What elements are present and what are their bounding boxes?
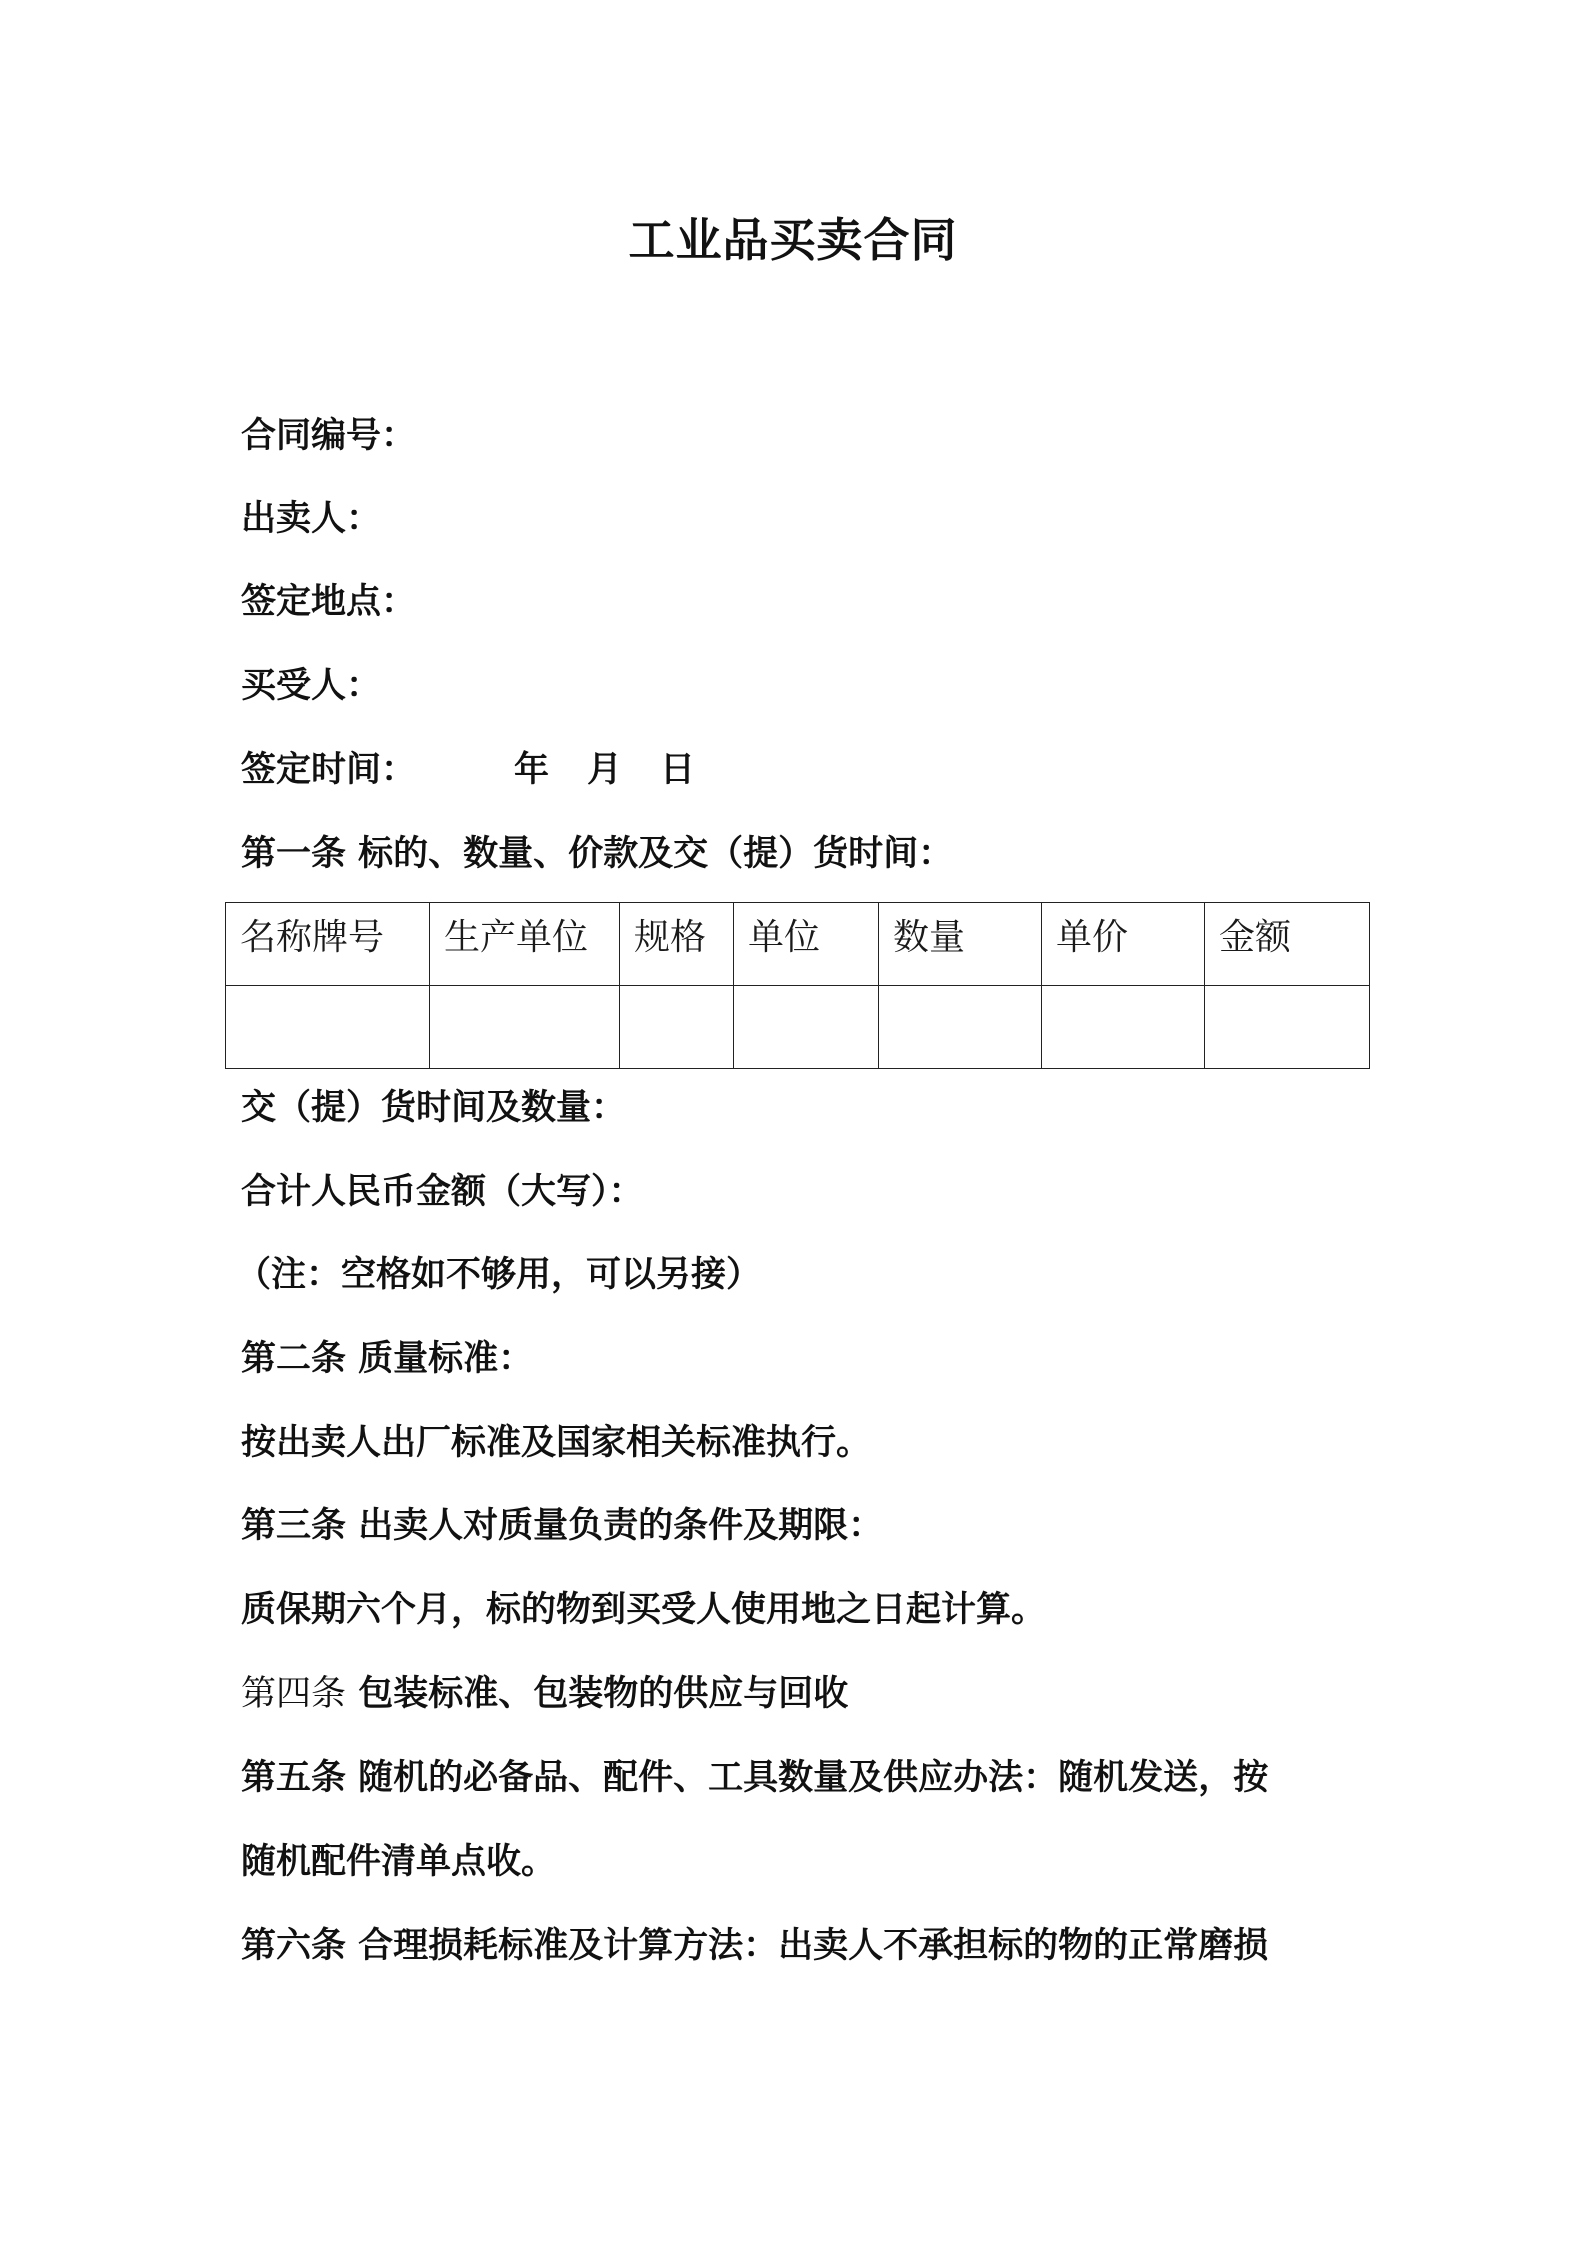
header-name-brand: 名称牌号 xyxy=(226,903,430,986)
contract-number-label: 合同编号： xyxy=(241,416,417,456)
article-6-line-1: 第六条 合理损耗标准及计算方法：出卖人不承担标的物的正常磨损 xyxy=(241,1926,1269,1966)
header-quantity: 数量 xyxy=(879,903,1042,986)
cell-name-brand xyxy=(226,986,430,1069)
article-2-heading: 第二条 质量标准： xyxy=(241,1339,534,1379)
document-title: 工业品买卖合同 xyxy=(628,213,958,267)
article-3-body: 质保期六个月，标的物到买受人使用地之日起计算。 xyxy=(241,1590,1047,1630)
cell-unit xyxy=(734,986,879,1069)
cell-quantity xyxy=(879,986,1042,1069)
header-unit: 单位 xyxy=(734,903,879,986)
year-label: 年 xyxy=(514,750,550,790)
table-header-row xyxy=(226,903,1370,986)
header-unit-price: 单价 xyxy=(1042,903,1205,986)
sign-place-label: 签定地点： xyxy=(241,582,417,622)
table-note: （注：空格如不够用，可以另接） xyxy=(236,1255,762,1295)
delivery-time-quantity: 交（提）货时间及数量： xyxy=(241,1088,627,1128)
article-4-text: 包装标准、包装物的供应与回收 xyxy=(346,1674,849,1714)
header-amount: 金额 xyxy=(1205,903,1370,986)
cell-manufacturer xyxy=(430,986,620,1069)
article-2-body: 按出卖人出厂标准及国家相关标准执行。 xyxy=(241,1423,872,1463)
month-label: 月 xyxy=(587,750,623,790)
total-amount-rmb: 合计人民币金额（大写）： xyxy=(241,1172,644,1212)
article-1-heading: 第一条 标的、数量、价款及交（提）货时间： xyxy=(241,834,954,874)
cell-spec xyxy=(620,986,734,1069)
article-5-line-2: 随机配件清单点收。 xyxy=(241,1842,557,1882)
sign-time-label: 签定时间： xyxy=(241,750,417,790)
article-3-heading: 第三条 出卖人对质量负责的条件及期限： xyxy=(241,1506,884,1546)
header-spec: 规格 xyxy=(620,903,734,986)
table-row xyxy=(226,986,1370,1069)
day-label: 日 xyxy=(660,750,696,790)
article-4-heading xyxy=(241,1672,848,1716)
seller-label: 出卖人： xyxy=(241,499,382,539)
cell-amount xyxy=(1205,986,1370,1069)
cell-unit-price xyxy=(1042,986,1205,1069)
article-4-prefix: 第四条 xyxy=(241,1674,347,1714)
sign-time-row xyxy=(241,748,695,792)
buyer-label: 买受人： xyxy=(241,666,382,706)
goods-table xyxy=(225,902,1370,1069)
article-5-line-1: 第五条 随机的必备品、配件、工具数量及供应办法：随机发送，按 xyxy=(241,1758,1269,1798)
header-manufacturer: 生产单位 xyxy=(430,903,620,986)
